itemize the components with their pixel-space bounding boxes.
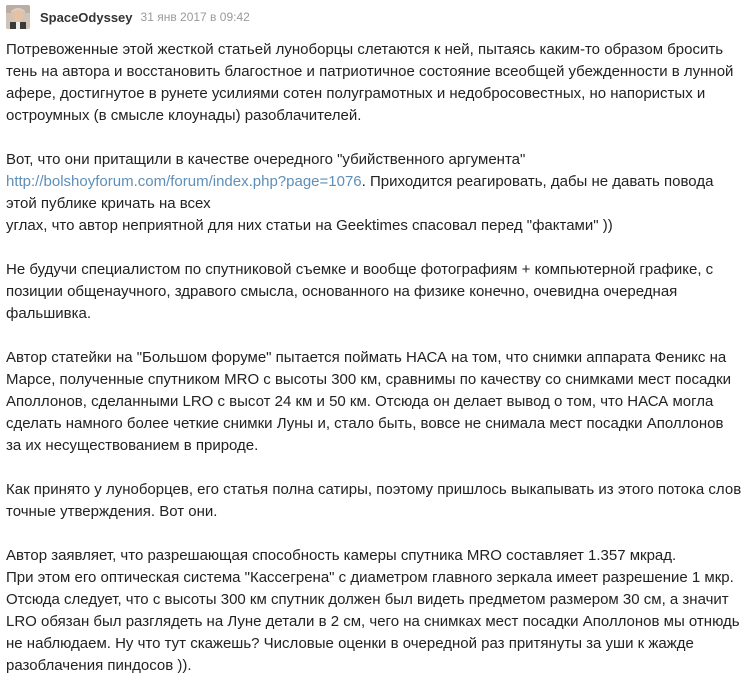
paragraph-4 [6,347,754,457]
text-line: Как принято у луноборцев, его статья полна сатиры, поэтому пришлось выкапывать из этого потока слов [6,481,742,498]
paragraph-1 [6,39,754,127]
paragraph-2 [6,149,754,237]
text-line: за их несуществованием в природе. [6,437,259,454]
forum-link[interactable]: http://bolshoyforum.com/forum/index.php?page=1076 [6,173,362,190]
text-line: Автор заявляет, что разрешающая способность камеры спутника MRO составляет 1.357 мкрад. [6,547,677,564]
paragraph-5 [6,479,754,523]
comment-timestamp[interactable]: 31 янв 2017 в 09:42 [140,10,250,24]
text-line: тень на автора и восстановить благостное и патриотичное состояние всеобщей убежденности в лунной [6,63,734,80]
text-line: Потревоженные этой жесткой статьей луноборцы слетаются к ней, пытаясь каким-то образом бросить [6,41,724,58]
comment-header [6,3,250,31]
text-line: сделать намного более четкие снимки Луны и, стало быть, вовсе не снимала мест посадки Аполлонов [6,415,724,432]
text-line: разоблачения пиндосов )). [6,657,192,674]
text-line: этой публике кричать на всех [6,195,211,212]
text-line: При этом его оптическая система "Кассегрена" с диаметром главного зеркала имеет разрешение 1 мкр. [6,569,734,586]
text-line: Вот, что они притащили в качестве очередного "убийственного аргумента" [6,151,526,168]
text-line: LRO обязан был разглядеть на Луне детали в 2 см, чего на снимках мест посадки Аполлонов мы отнюдь [6,613,740,630]
text-line: Аполлонов, сделанными LRO с высот 24 км и 50 км. Отсюда он делает вывод о том, что НАСА могла [6,393,714,410]
paragraph-3 [6,259,754,325]
text-line: Не будучи специалистом по спутниковой съемке и вообще фотографиям + компьютерной графике, с [6,261,714,278]
text-line: Автор статейки на "Большом форуме" пытается поймать НАСА на том, что снимки аппарата Феникс на [6,349,727,366]
paragraph-6 [6,545,754,677]
author-link[interactable]: SpaceOdyssey [40,9,133,25]
text-line: не наблюдаем. Ну что тут скажешь? Числовые оценки в очередной раз притянуты за уши к жажде [6,635,694,652]
text-line: остроумных (в смысле клоунады) разоблачителей. [6,107,362,124]
text-line: Отсюда следует, что с высоты 300 км спутник должен был видеть предметом размером 30 см, а значит [6,591,729,608]
user-avatar-icon[interactable] [6,5,30,29]
text-line: позиции общенаучного, здравого смысла, основанного на физике конечно, очевидна очередная [6,283,678,300]
text-line: фальшивка. [6,305,92,322]
text-line: углах, что автор неприятной для них статьи на Geektimes спасовал перед "фактами" )) [6,217,613,234]
comment-body [6,39,754,699]
text-line: точные утверждения. Вот они. [6,503,218,520]
text-after-link: . Приходится реагировать, дабы не давать повода [361,173,714,190]
text-line-with-link [6,171,754,193]
text-line: афере, достигнутое в рунете усилиями сотен полуграмотных и недобросовестных, но напористых и [6,85,706,102]
text-line: Марсе, полученные спутником MRO с высоты 300 км, сравнимы по качеству со снимками мест посадки [6,371,732,388]
